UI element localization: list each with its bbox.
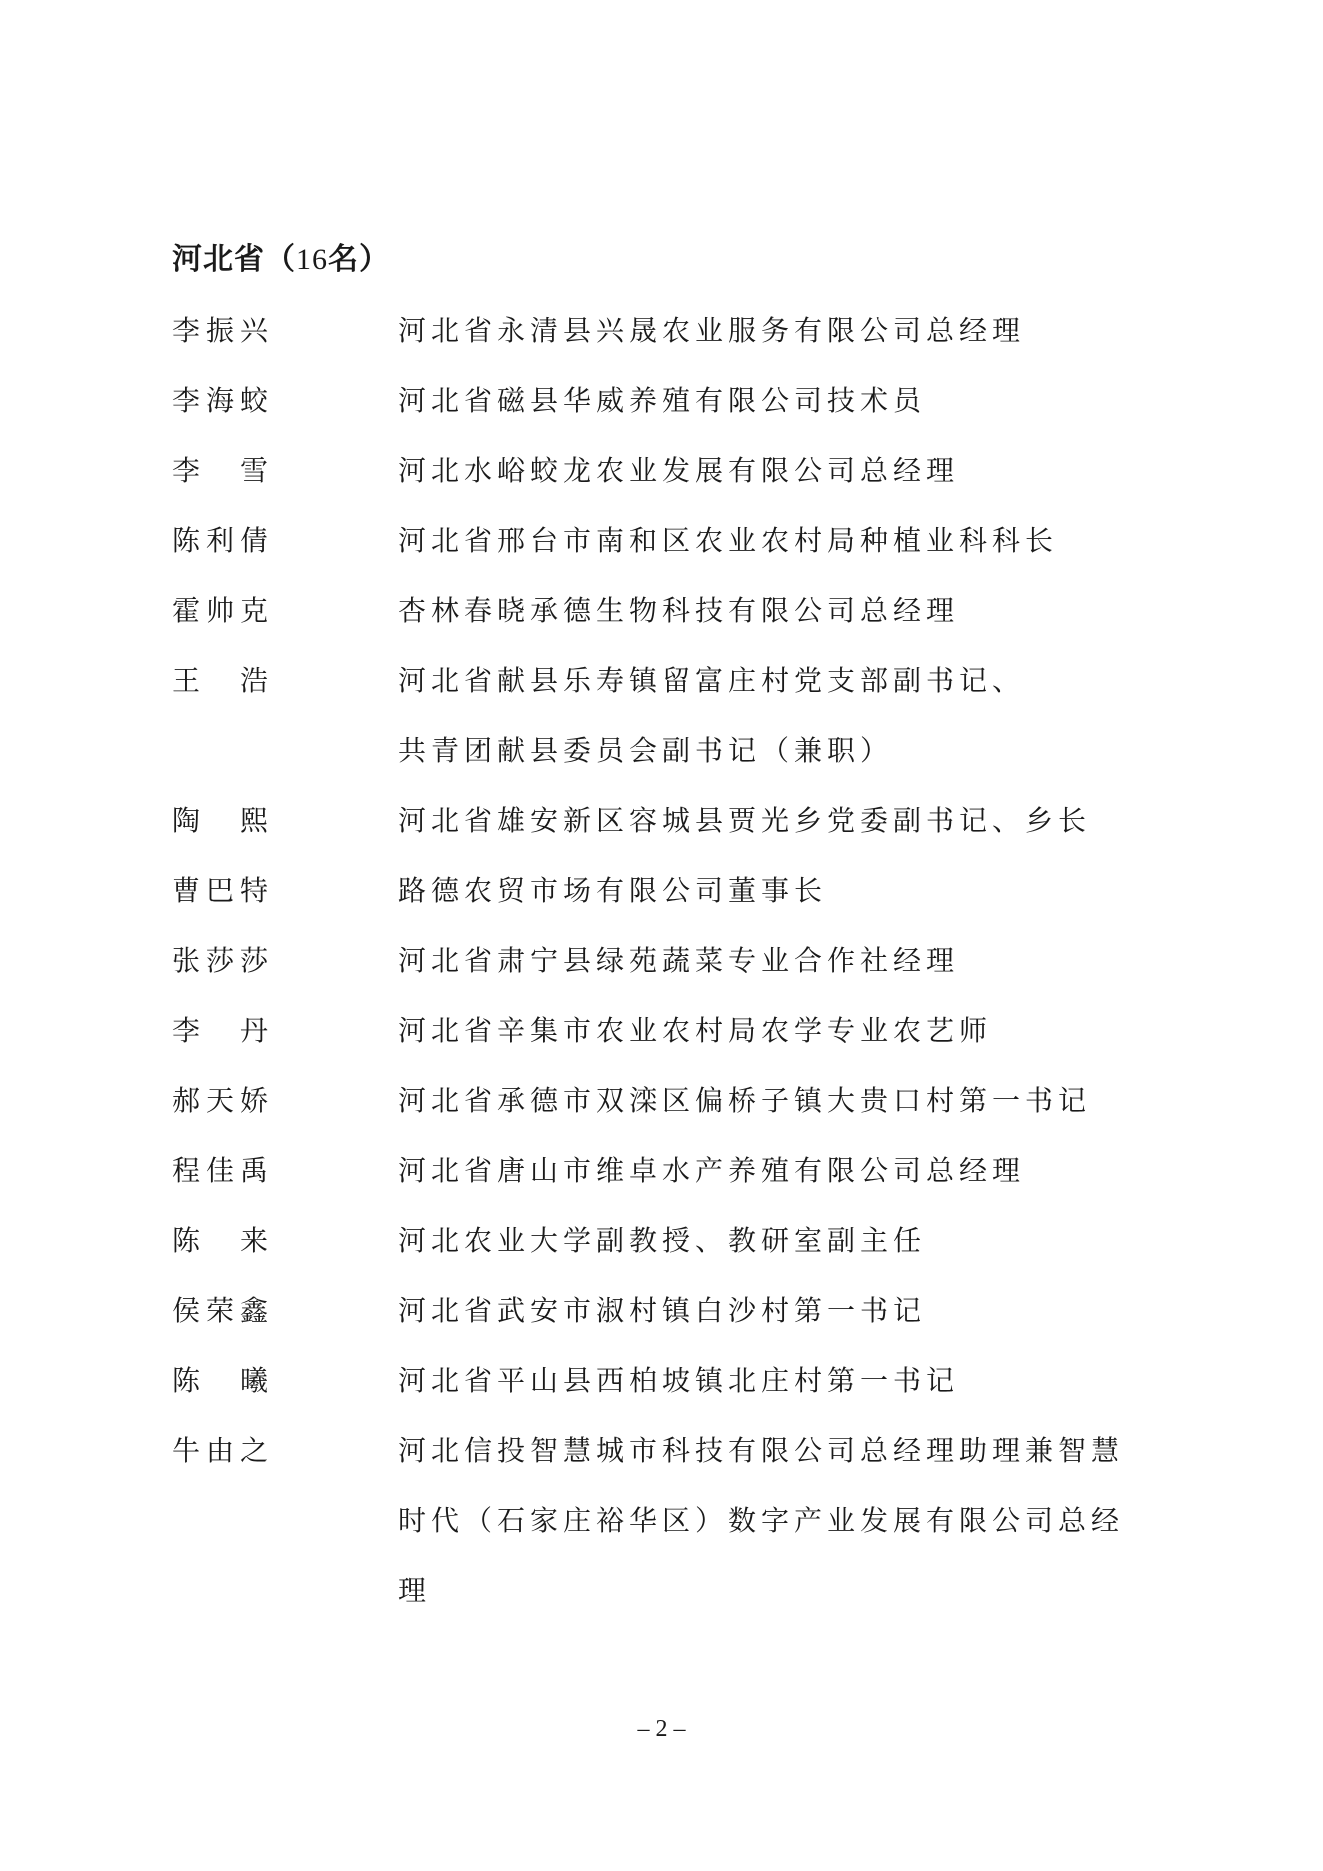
list-item: [172, 576, 1152, 646]
person-name: 陈 曦: [172, 1364, 275, 1397]
list-item: [172, 296, 1152, 366]
list-item: [172, 1346, 1152, 1416]
list-item: [172, 436, 1152, 506]
person-name: 郝天娇: [172, 1084, 275, 1117]
list-item: [172, 1276, 1152, 1346]
count-unit: 名）: [328, 242, 390, 277]
title-line: 河北省承德市双滦区偏桥子镇大贵口村第一书记: [398, 1084, 1092, 1117]
page-number: – 2 –: [637, 1716, 686, 1742]
title-line: 河北省邢台市南和区农业农村局种植业科科长: [398, 524, 1059, 557]
person-list: [172, 296, 1152, 1626]
person-title: [398, 1206, 1152, 1276]
person-name: 陶 熙: [172, 804, 275, 837]
list-item: [172, 856, 1152, 926]
person-title: [398, 996, 1152, 1066]
list-item: [172, 506, 1152, 576]
person-title: [398, 576, 1152, 646]
person-title: [398, 436, 1152, 506]
person-name: 陈 来: [172, 1224, 275, 1257]
title-line: 路德农贸市场有限公司董事长: [398, 874, 828, 907]
person-title: [398, 1276, 1152, 1346]
person-title: [398, 856, 1152, 926]
list-item: [172, 1206, 1152, 1276]
title-line: 河北农业大学副教授、教研室副主任: [398, 1224, 927, 1257]
section-heading: [172, 236, 390, 284]
person-title: [398, 366, 1152, 436]
person-title: [398, 296, 1152, 366]
count-open: （: [265, 242, 296, 277]
title-line: 共青团献县委员会副书记（兼职）: [398, 734, 894, 767]
list-item: [172, 786, 1152, 856]
person-name: 王 浩: [172, 664, 275, 697]
person-name: 曹巴特: [172, 874, 275, 907]
person-name: 张莎莎: [172, 944, 275, 977]
title-line: 河北省平山县西柏坡镇北庄村第一书记: [398, 1364, 960, 1397]
title-line: 杏林春晓承德生物科技有限公司总经理: [398, 594, 960, 627]
person-name: 李 雪: [172, 454, 275, 487]
person-name: 李振兴: [172, 314, 275, 347]
list-item: [172, 926, 1152, 996]
list-item: [172, 996, 1152, 1066]
list-item: [172, 646, 1152, 786]
province-name: 河北省: [172, 242, 265, 277]
title-line: 理: [398, 1574, 432, 1607]
title-line: 时代（石家庄裕华区）数字产业发展有限公司总经: [398, 1504, 1125, 1537]
person-title: [398, 1136, 1152, 1206]
list-item: [172, 366, 1152, 436]
person-title: [398, 1066, 1152, 1136]
person-name: 程佳禹: [172, 1154, 275, 1187]
person-title: [398, 1416, 1152, 1626]
list-item: [172, 1136, 1152, 1206]
person-name: 李 丹: [172, 1014, 275, 1047]
person-title: [398, 926, 1152, 996]
title-line: 河北省武安市淑村镇白沙村第一书记: [398, 1294, 927, 1327]
title-line: 河北省辛集市农业农村局农学专业农艺师: [398, 1014, 993, 1047]
count-number: 16: [296, 243, 328, 276]
title-line: 河北省唐山市维卓水产养殖有限公司总经理: [398, 1154, 1026, 1187]
person-title: [398, 786, 1152, 856]
person-name: 李海蛟: [172, 384, 275, 417]
title-line: 河北省雄安新区容城县贾光乡党委副书记、乡长: [398, 804, 1092, 837]
person-name: 牛由之: [172, 1434, 275, 1467]
list-item: [172, 1066, 1152, 1136]
title-line: 河北省献县乐寿镇留富庄村党支部副书记、: [398, 664, 1026, 697]
title-line: 河北省永清县兴晟农业服务有限公司总经理: [398, 314, 1026, 347]
person-title: [398, 1346, 1152, 1416]
person-title: [398, 506, 1152, 576]
title-line: 河北水峪蛟龙农业发展有限公司总经理: [398, 454, 960, 487]
person-title: [398, 646, 1152, 786]
title-line: 河北省肃宁县绿苑蔬菜专业合作社经理: [398, 944, 960, 977]
person-name: 陈利倩: [172, 524, 275, 557]
person-name: 侯荣鑫: [172, 1294, 275, 1327]
title-line: 河北省磁县华威养殖有限公司技术员: [398, 384, 927, 417]
person-name: 霍帅克: [172, 594, 275, 627]
list-item: [172, 1416, 1152, 1626]
title-line: 河北信投智慧城市科技有限公司总经理助理兼智慧: [398, 1434, 1125, 1467]
